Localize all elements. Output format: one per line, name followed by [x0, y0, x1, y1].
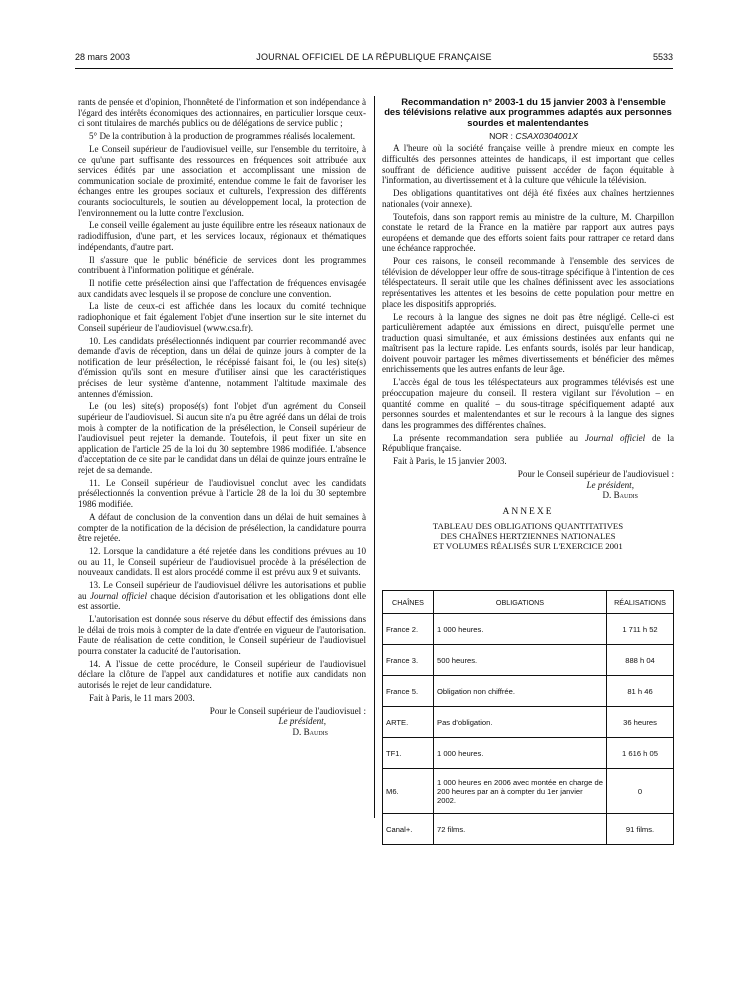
header-rule	[75, 68, 673, 69]
paragraph: 10. Les candidats présélectionnés indiquent par courrier recommandé avec demande d'avis de réception, dans un délai de quinze jours à compter de la notification de leur présélection, le récépissé faisant foi, le (ou les) site(s) d'émission qu'ils sont en mesure d'utiliser ainsi que les caractéristiques précises de leur système d'antenne, notamment l'altitude maximale des antennes d'émission.	[78, 335, 366, 399]
paragraph: Le Conseil supérieur de l'audiovisuel veille, sur l'ensemble du territoire, à ce qu'une part suffisante des ressources en fréquences soit attribuée aux services édités par une association et accomplissant une mission de communication sociale de proximité, entendue comme le fait de favoriser les échanges entre les groupes sociaux et culturels, l'expression des différents courants socioculturels, le soutien au développement local, la protection de l'environnement ou la lutte contre l'exclusion.	[78, 143, 366, 218]
cell-obligation: 1 000 heures en 2006 avec montée en charge de 200 heures par an à compter du 1er janvier 2002.	[434, 769, 607, 814]
table-row	[383, 814, 674, 845]
paragraph: Des obligations quantitatives ont déjà été fixées aux chaînes hertziennes nationales (voir annexe).	[382, 188, 674, 209]
date-signed: Fait à Paris, le 15 janvier 2003.	[393, 456, 507, 467]
header-date: 28 mars 2003	[75, 52, 131, 62]
column-header-obligations: OBLIGATIONS	[434, 591, 607, 614]
table-row	[383, 614, 674, 645]
annexe-heading: ANNEXE	[502, 506, 554, 517]
text-run: La présente recommandation sera publiée au	[393, 432, 585, 443]
table-header-row	[383, 591, 674, 614]
signature-title: Le président,	[278, 716, 326, 727]
paragraph	[78, 580, 366, 612]
paragraph	[382, 433, 674, 454]
header-journal-title: JOURNAL OFFICIEL DE LA RÉPUBLIQUE FRANÇAISE	[256, 52, 492, 62]
table-title-line: ET VOLUMES RÉALISÉS SUR L'EXERCICE 2001	[433, 541, 623, 552]
cell-realisation: 888 h 04	[607, 645, 674, 676]
table-title-line: DES CHAÎNES HERTZIENNES NATIONALES	[440, 531, 616, 542]
nor-label: NOR :	[489, 130, 516, 141]
cell-realisation: 0	[607, 769, 674, 814]
paragraph: La liste de ceux-ci est affichée dans les locaux du comité technique radiophonique et fait également l'objet d'une insertion sur le site internet du Conseil supérieur de l'audiovisuel (www.csa.fr).	[78, 301, 366, 333]
cell-obligation: 1 000 heures.	[434, 738, 607, 769]
paragraph: Le (ou les) site(s) proposé(s) font l'objet d'un agrément du Conseil supérieur de l'audiovisuel. Si aucun site n'a pu être agréé dans un délai de trois mois à compter de la notification de la présélection, le Conseil supérieur de l'audiovisuel peut rejeter la demande. Toutefois, il peut fixer un site en application de l'article 25 de la loi du 30 septembre 1986 modifiée. L'absence d'acceptation de ce site par le candidat dans un délai de quinze jours entraîne le rejet de sa demande.	[78, 401, 366, 475]
obligations-table	[382, 590, 674, 845]
recommendation-title: Recommandation n° 2003-1 du 15 janvier 2003 à l'ensemble des télévisions relative aux programmes adaptés aux personnes sourdes et malentendantes	[384, 96, 672, 128]
cell-channel: Canal+.	[383, 814, 434, 845]
paragraph: Le conseil veille également au juste équilibre entre les réseaux nationaux de radiodiffusion, d'une part, et les services locaux, régionaux et thématiques indépendants, d'autre part.	[78, 220, 366, 252]
right-column	[382, 97, 674, 557]
date-signed: Fait à Paris, le 11 mars 2003.	[89, 692, 195, 703]
journal-officiel-italic: Journal officiel	[584, 432, 646, 443]
paragraph: rants de pensée et d'opinion, l'honnêteté de l'information et son indépendance à l'égard des intérêts économiques des actionnaires, en particulier lorsque ceux-ci sont titulaires de marchés publics ou de délégations de service public ;	[78, 97, 366, 129]
signature-block	[78, 706, 366, 738]
table-row	[383, 769, 674, 814]
signature-line: Pour le Conseil supérieur de l'audiovisuel :	[209, 705, 366, 716]
signature-line: Pour le Conseil supérieur de l'audiovisuel :	[517, 469, 674, 479]
column-divider	[374, 96, 375, 818]
nor-reference	[382, 131, 674, 142]
paragraph: 12. Lorsque la candidature a été rejetée dans les conditions prévues au 10 ou au 11, le Conseil supérieur de l'audiovisuel procède à la présélection de nouveaux candidats. Il est alors procédé comme il est prévu aux 9 et suivants.	[78, 546, 366, 578]
cell-obligation: Pas d'obligation.	[434, 707, 607, 738]
cell-realisation: 1 711 h 52	[607, 614, 674, 645]
text-run: 13. Le Conseil supérieur de l'audiovisuel délivre les autorisations et publie au	[78, 580, 366, 601]
column-header-realisations: RÉALISATIONS	[607, 591, 674, 614]
paragraph: Il s'assure que le public bénéficie de services dont les programmes contribuent à l'information politique et générale.	[78, 254, 366, 276]
cell-channel: M6.	[383, 769, 434, 814]
cell-realisation: 81 h 46	[607, 676, 674, 707]
paragraph: Pour ces raisons, le conseil recommande à l'ensemble des services de télévision de développer leur offre de sous-titrage spécifique à l'intention de ces téléspectateurs. Il serait utile que les chaînes définissent avec les associations représentatives les attentes et les besoins de cette population pour mettre en place les dispositifs appropriés.	[382, 256, 674, 309]
cell-realisation: 36 heures	[607, 707, 674, 738]
journal-officiel-italic: Journal officiel	[90, 590, 147, 601]
cell-realisation: 1 616 h 05	[607, 738, 674, 769]
left-column	[78, 97, 366, 738]
paragraph: L'autorisation est donnée sous réserve du début effectif des émissions dans le délai de trois mois à compter de la date d'entrée en vigueur de l'autorisation. Faute de réalisation de cette condition, le Conseil supérieur de l'audiovisuel pourra constater la caducité de l'autorisation.	[78, 614, 366, 656]
signature-block	[382, 469, 674, 501]
paragraph: Le recours à la langue des signes ne doit pas être négligé. Celle-ci est particulièrement adaptée aux émissions en direct, puisqu'elle permet une traduction quasi simultanée, et aux émissions destinées aux enfants qui ne maîtrisent pas la lecture rapide. Les enfants sourds, isolés par leur handicap, doivent pouvoir partager les mêmes divertissements et bénéficier des mêmes enrichissements que les autres enfants de leur âge.	[382, 311, 674, 375]
text-run: de la République française.	[382, 432, 674, 454]
paragraph: L'accès égal de tous les téléspectateurs aux programmes télévisés est une préoccupation majeure du conseil. Il restera vigilant sur l'évolution – en quantité comme en qualité – du sous-titrage spécifiquement adapté aux personnes sourdes et malentendantes et sur le recours à la langue des signes dans les programmes des différentes chaînes.	[382, 377, 674, 430]
cell-obligation: 1 000 heures.	[434, 614, 607, 645]
table-row	[383, 676, 674, 707]
cell-channel: ARTE.	[383, 707, 434, 738]
paragraph: A l'heure où la société française veille à prendre mieux en compte les difficultés des personnes atteintes de handicaps, il est important que celles souffrant de déficience auditive puissent accéder de façon équitable à l'information, au divertissement et à la culture que véhicule la télévision.	[382, 143, 674, 186]
column-header-chaines: CHAÎNES	[383, 591, 434, 614]
paragraph: Toutefois, dans son rapport remis au ministre de la culture, M. Charpillon constate le retard de la France en la matière par rapport aux autres pays européens et demande que des efforts soient faits pour rattraper ce retard dans une échéance rapprochée.	[382, 211, 674, 254]
table-title	[382, 521, 674, 551]
table-row	[383, 738, 674, 769]
page-header	[75, 52, 673, 66]
paragraph: 5° De la contribution à la production de programmes réalisés localement.	[89, 131, 356, 142]
cell-channel: France 2.	[383, 614, 434, 645]
table-title-line: TABLEAU DES OBLIGATIONS QUANTITATIVES	[432, 521, 624, 532]
signature-title: Le président,	[586, 479, 634, 490]
table-row	[383, 645, 674, 676]
signature-name: D. Baudis	[292, 727, 328, 737]
paragraph: 11. Le Conseil supérieur de l'audiovisuel conclut avec les candidats présélectionnés la convention prévue à l'article 28 de la loi du 30 septembre 1986 modifiée.	[78, 477, 366, 510]
table-row	[383, 707, 674, 738]
paragraph: Il notifie cette présélection ainsi que l'affectation de fréquences envisagée aux candidats avec lesquels il se propose de conclure une convention.	[78, 277, 366, 299]
header-page-number: 5533	[652, 52, 673, 62]
cell-channel: France 3.	[383, 645, 434, 676]
nor-code: CSAX0304001X	[515, 130, 578, 141]
text-run: chaque décision d'autorisation et les obligations dont elle est assortie.	[78, 590, 366, 612]
paragraph: 14. A l'issue de cette procédure, le Conseil supérieur de l'audiovisuel déclare la clôture de l'appel aux candidatures et notifie aux candidats non autorisés le rejet de leur candidature.	[78, 658, 366, 691]
cell-realisation: 91 films.	[607, 814, 674, 845]
cell-obligation: 500 heures.	[434, 645, 607, 676]
cell-channel: France 5.	[383, 676, 434, 707]
paragraph: A défaut de conclusion de la convention dans un délai de huit semaines à compter de la notification de la décision de présélection, la candidature pourra être rejetée.	[78, 511, 366, 544]
cell-channel: TF1.	[383, 738, 434, 769]
signature-name: D. Baudis	[602, 490, 638, 501]
cell-obligation: 72 films.	[434, 814, 607, 845]
cell-obligation: Obligation non chiffrée.	[434, 676, 607, 707]
